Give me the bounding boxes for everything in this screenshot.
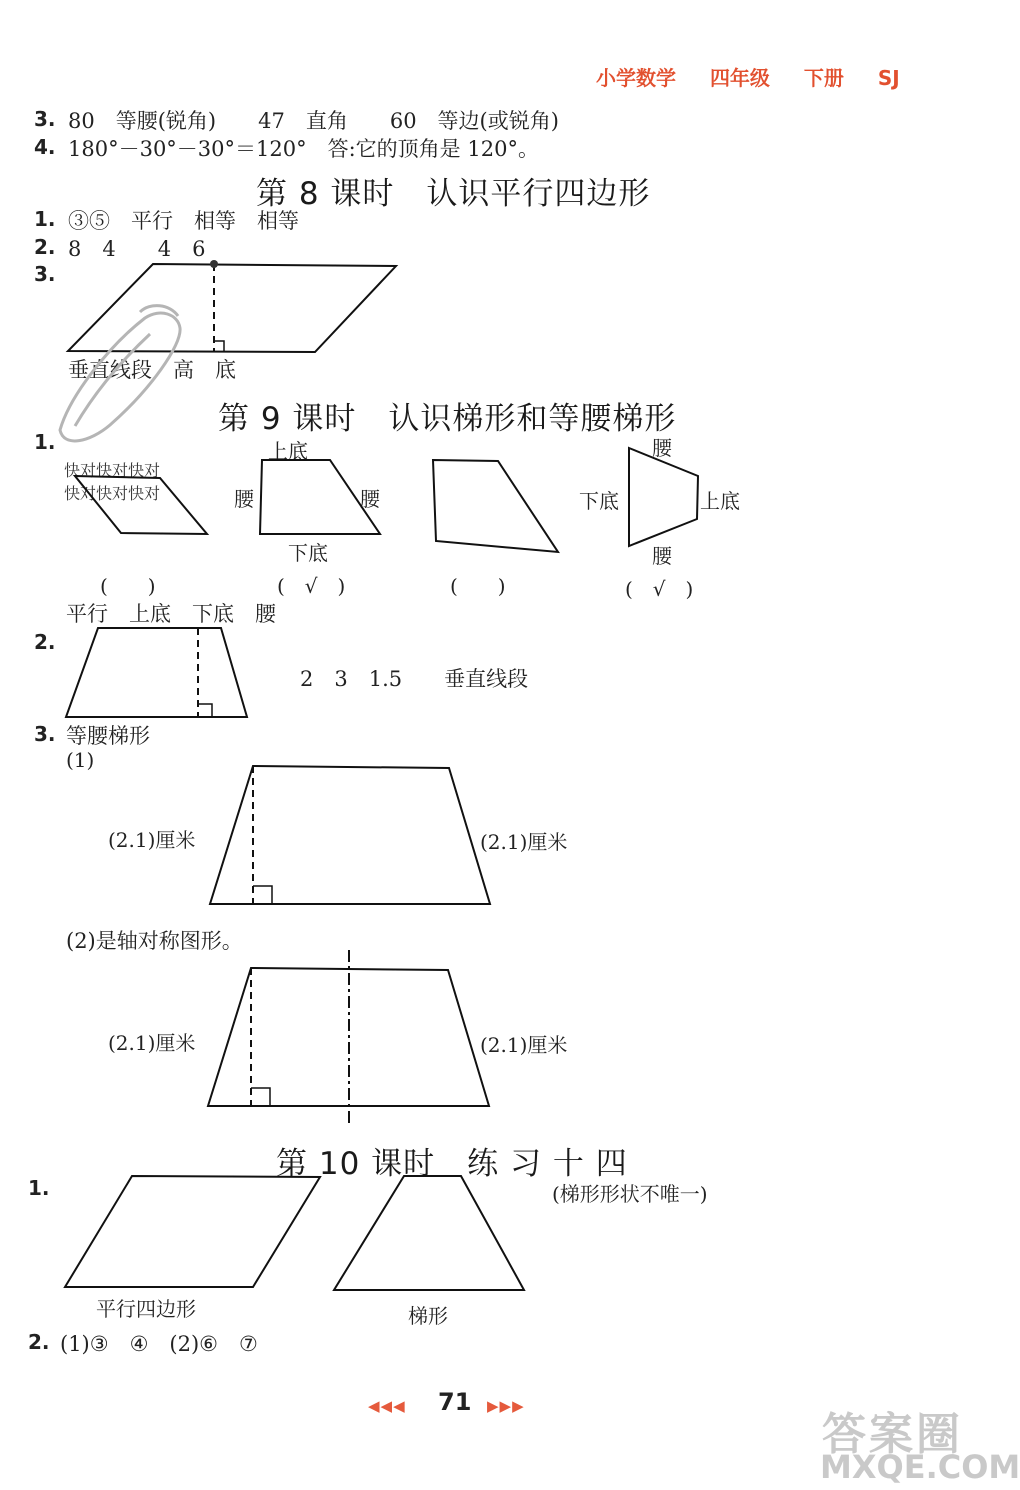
iso1-right-angle — [253, 886, 272, 904]
fig4-top-label: 腰 — [652, 436, 672, 460]
right-angle-mark — [214, 341, 224, 351]
answer-blank-1: ( ) — [100, 574, 156, 598]
header-subject: 小学数学 — [596, 66, 676, 90]
label-parallelogram: 平行四边形 — [96, 1297, 196, 1321]
header-edition: SJ — [877, 66, 900, 90]
lesson8-q3-label: 垂直线段 高 底 — [68, 358, 236, 382]
stamp-line-1: 快对快对快对 — [64, 461, 161, 480]
lesson9-title: 第 9 课时 认识梯形和等腰梯形 — [218, 401, 677, 437]
fig4-bottom-label: 腰 — [652, 544, 672, 568]
trapezoid-height-figure — [66, 628, 247, 717]
lesson9-q1-number: 1. — [34, 430, 56, 454]
fig4-left-label: 下底 — [579, 489, 619, 513]
lesson8-q1-answer: ③⑤ 平行 相等 相等 — [68, 209, 299, 233]
leg-left-label-2: (2.1)厘米 — [108, 1031, 196, 1055]
parallelogram-small-figure — [75, 476, 207, 534]
lesson8-title: 第 8 课时 认识平行四边形 — [256, 176, 651, 212]
lesson10-title: 第 10 课时 练 习 十 四 — [276, 1146, 628, 1182]
parallelogram-figure — [68, 264, 396, 352]
fig2-bottom-label: 下底 — [288, 541, 328, 565]
prev-q4-number: 4. — [34, 135, 56, 159]
fig2-right-label: 腰 — [360, 487, 380, 511]
lesson10-q2-number: 2. — [28, 1330, 50, 1354]
prev-page-arrows[interactable]: ◀◀◀ — [368, 1397, 406, 1415]
lesson9-q3-number: 3. — [34, 722, 56, 746]
trapezoid-figure-2 — [629, 448, 698, 546]
watermark-logo: 答案圈 — [822, 1409, 963, 1460]
answer-blank-3: ( ) — [450, 574, 506, 598]
lesson9-q2-answer: 2 3 1.5 垂直线段 — [300, 667, 529, 691]
quadrilateral-figure — [433, 460, 558, 552]
answer-blank-4: ( √ ) — [625, 577, 694, 601]
trapezoid-figure-1 — [260, 460, 380, 534]
answer-blank-2: ( √ ) — [277, 574, 346, 598]
lesson8-q3-number: 3. — [34, 262, 56, 286]
point-marker — [210, 260, 218, 268]
leg-right-label-2: (2.1)厘米 — [480, 1033, 568, 1057]
lesson8-q2-answer: 8 4 4 6 — [68, 237, 206, 261]
prev-q3-number: 3. — [34, 107, 56, 131]
watermark-url: MXQE.COM — [820, 1448, 1020, 1486]
prev-q4-answer: 180°－30°－30°＝120° 答:它的顶角是 120°。 — [68, 137, 539, 161]
lesson10-q2-answer: (1)③ ④ (2)⑥ ⑦ — [60, 1332, 258, 1356]
page-number: 71 — [438, 1388, 472, 1416]
trapezoid-right-angle — [198, 704, 212, 717]
header-grade: 四年级 — [709, 66, 770, 90]
fig2-left-label: 腰 — [234, 487, 254, 511]
next-page-arrows[interactable]: ▶▶▶ — [487, 1397, 525, 1415]
leg-left-label: (2.1)厘米 — [108, 828, 196, 852]
pencil-doodle — [60, 306, 180, 441]
lesson10-q1-note: (梯形形状不唯一) — [552, 1182, 708, 1206]
fig2-top-label: 上底 — [268, 439, 308, 463]
lesson9-q2-number: 2. — [34, 630, 56, 654]
isosceles-trapezoid-1 — [210, 766, 490, 904]
iso2-right-angle — [251, 1088, 270, 1106]
trapezoid-drawing — [334, 1176, 524, 1290]
prev-q3-answer: 80 等腰(锐角) 47 直角 60 等边(或锐角) — [68, 109, 559, 133]
lesson10-q1-number: 1. — [28, 1176, 50, 1200]
fig4-right-label: 上底 — [700, 489, 740, 513]
lesson8-q1-number: 1. — [34, 207, 56, 231]
lesson9-q3-part1: (1) — [66, 748, 95, 772]
leg-right-label: (2.1)厘米 — [480, 830, 568, 854]
lesson8-q2-number: 2. — [34, 235, 56, 259]
stamp-line-2: 快对快对快对 — [64, 484, 161, 503]
lesson9-q1-words: 平行 上底 下底 腰 — [66, 602, 276, 626]
header-volume: 下册 — [803, 66, 844, 90]
lesson9-q3-part2: (2)是轴对称图形。 — [66, 929, 243, 953]
lesson9-q3-label: 等腰梯形 — [66, 724, 150, 748]
parallelogram-drawing — [65, 1176, 320, 1287]
label-trapezoid: 梯形 — [408, 1304, 448, 1328]
